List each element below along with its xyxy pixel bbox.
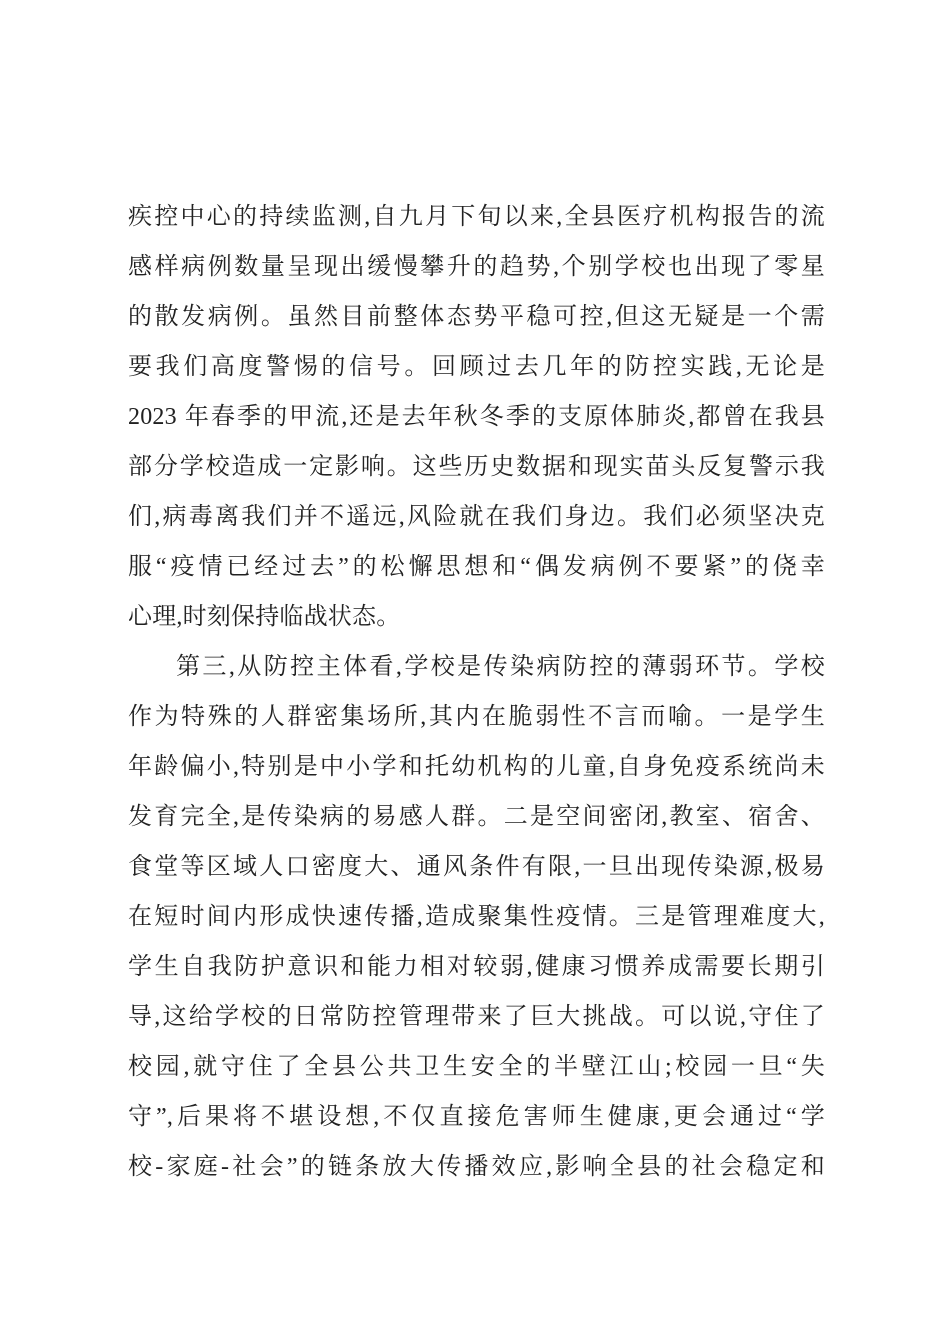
text-line: 学生自我防护意识和能力相对较弱,健康习惯养成需要长期引 <box>128 954 825 980</box>
text-line: 们,病毒离我们并不遥远,风险就在我们身边。我们必须坚决克 <box>128 504 825 530</box>
text-line: 的散发病例。虽然目前整体态势平稳可控,但这无疑是一个需 <box>128 304 825 330</box>
text-line: 年龄偏小,特别是中小学和托幼机构的儿童,自身免疫系统尚未 <box>128 754 825 780</box>
text-line: 发育完全,是传染病的易感人群。二是空间密闭,教室、宿舍、 <box>128 804 825 830</box>
text-line: 部分学校造成一定影响。这些历史数据和现实苗头反复警示我 <box>128 454 825 480</box>
text-line: 2023 年春季的甲流,还是去年秋冬季的支原体肺炎,都曾在我县 <box>128 404 825 430</box>
paragraph <box>128 192 825 642</box>
text-line: 导,这给学校的日常防控管理带来了巨大挑战。可以说,守住了 <box>128 1004 825 1030</box>
text-line: 第三,从防控主体看,学校是传染病防控的薄弱环节。学校 <box>176 654 825 680</box>
text-line: 作为特殊的人群密集场所,其内在脆弱性不言而喻。一是学生 <box>128 704 825 730</box>
text-line: 守”,后果将不堪设想,不仅直接危害师生健康,更会通过“学 <box>128 1104 825 1130</box>
text-line: 校-家庭-社会”的链条放大传播效应,影响全县的社会稳定和 <box>128 1154 825 1180</box>
document-body <box>128 192 825 1192</box>
text-line: 要我们高度警惕的信号。回顾过去几年的防控实践,无论是 <box>128 354 825 380</box>
paragraph <box>128 642 825 1192</box>
text-line: 食堂等区域人口密度大、通风条件有限,一旦出现传染源,极易 <box>128 854 825 880</box>
text-line: 疾控中心的持续监测,自九月下旬以来,全县医疗机构报告的流 <box>128 204 825 230</box>
text-line: 在短时间内形成快速传播,造成聚集性疫情。三是管理难度大, <box>128 904 825 930</box>
text-line: 校园,就守住了全县公共卫生安全的半壁江山;校园一旦“失 <box>128 1054 825 1080</box>
text-line: 心理,时刻保持临战状态。 <box>128 604 401 630</box>
text-line: 感样病例数量呈现出缓慢攀升的趋势,个别学校也出现了零星 <box>128 254 825 280</box>
text-line: 服“疫情已经过去”的松懈思想和“偶发病例不要紧”的侥幸 <box>128 554 825 580</box>
